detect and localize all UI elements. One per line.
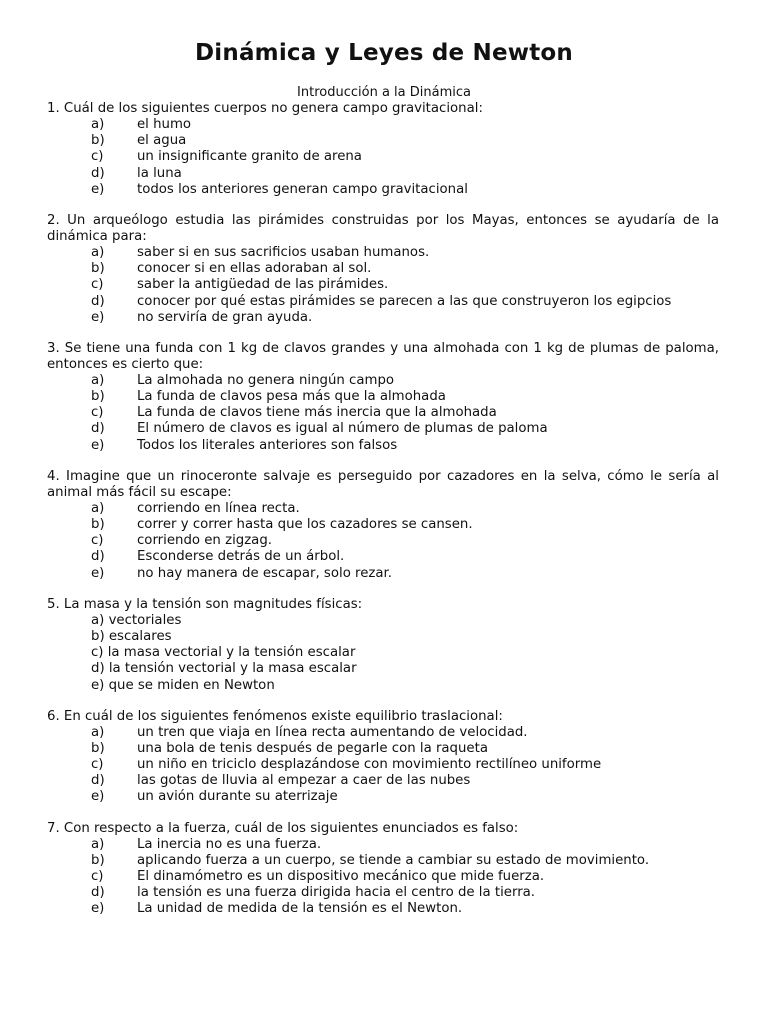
option-text: un insignificante granito de arena [137, 149, 362, 165]
option-text: La funda de clavos pesa más que la almohada [137, 389, 446, 405]
option-letter: d) [91, 165, 105, 181]
option-letter: d) [91, 773, 105, 789]
option-letter: d) [91, 293, 105, 309]
option-text: a) vectoriales [91, 612, 182, 628]
question-text: 1. Cuál de los siguientes cuerpos no genera campo gravitacional: [47, 101, 483, 116]
answer-option [47, 853, 719, 869]
option-letter: a) [91, 117, 105, 132]
answer-option [47, 629, 719, 645]
option-text: Esconderse detrás de un árbol. [137, 549, 345, 565]
option-letter: a) [91, 500, 105, 516]
question-text: 4. Imagine que un rinoceronte salvaje es perseguido por cazadores en la selva, cómo le sería al animal más fácil su escape: [47, 468, 719, 500]
question-6 [47, 709, 719, 806]
option-list [47, 117, 719, 198]
option-letter: c) [91, 757, 104, 773]
question-text: 7. Con respecto a la fuerza, cuál de los siguientes enunciados es falso: [47, 820, 519, 836]
answer-option [47, 166, 719, 182]
answer-option [47, 661, 719, 677]
option-list [47, 837, 719, 918]
page-title: Dinámica y Leyes de Newton [195, 40, 573, 66]
option-letter: b) [91, 517, 105, 532]
option-text: La almohada no genera ningún campo [137, 372, 395, 388]
option-text: La inercia no es una fuerza. [137, 836, 322, 852]
option-letter: b) [91, 852, 105, 868]
answer-option [47, 566, 719, 582]
answer-option [47, 741, 719, 757]
answer-option [47, 837, 719, 853]
option-text: corriendo en zigzag. [137, 533, 272, 549]
question-1 [47, 101, 719, 198]
option-text: un tren que viaja en línea recta aumentando de velocidad. [137, 724, 528, 740]
option-text: Todos los literales anteriores son falsos [137, 437, 398, 453]
option-text: conocer por qué estas pirámides se parecen a las que construyeron los egipcios [137, 293, 672, 309]
answer-option [47, 373, 719, 389]
answer-option [47, 789, 719, 805]
question-5 [47, 597, 719, 694]
option-letter: c) [91, 405, 104, 421]
option-letter: c) [91, 149, 104, 165]
option-letter: e) [91, 789, 105, 805]
page-subtitle: Introducción a la Dinámica [297, 85, 471, 100]
option-list [47, 373, 719, 454]
option-text: el humo [137, 117, 192, 132]
answer-option [47, 294, 719, 310]
answer-option [47, 261, 719, 277]
question-text: 5. La masa y la tensión son magnitudes físicas: [47, 596, 363, 612]
answer-option [47, 133, 719, 149]
question-list [47, 101, 719, 933]
option-list [47, 613, 719, 694]
option-text: c) la masa vectorial y la tensión escalar [91, 645, 356, 661]
answer-option [47, 869, 719, 885]
answer-option [47, 517, 719, 533]
option-text: no hay manera de escapar, solo rezar. [137, 565, 393, 581]
option-text: El número de clavos es igual al número de plumas de paloma [137, 421, 548, 437]
question-text: 6. En cuál de los siguientes fenómenos existe equilibrio traslacional: [47, 708, 503, 724]
option-letter: e) [91, 437, 105, 453]
option-text: una bola de tenis después de pegarle con la raqueta [137, 740, 488, 756]
answer-option [47, 389, 719, 405]
option-text: un niño en triciclo desplazándose con movimiento rectilíneo uniforme [137, 757, 602, 773]
option-letter: e) [91, 565, 105, 581]
option-letter: b) [91, 740, 105, 756]
option-text: corriendo en línea recta. [137, 500, 300, 516]
answer-option [47, 757, 719, 773]
answer-option [47, 310, 719, 326]
answer-option [47, 501, 719, 517]
option-letter: e) [91, 901, 105, 917]
option-letter: a) [91, 836, 105, 852]
answer-option [47, 613, 719, 629]
option-letter: b) [91, 261, 105, 277]
option-text: saber la antigüedad de las pirámides. [137, 277, 389, 293]
option-letter: b) [91, 133, 105, 149]
option-letter: c) [91, 277, 104, 293]
option-text: la tensión es una fuerza dirigida hacia el centro de la tierra. [137, 885, 536, 901]
answer-option [47, 901, 719, 917]
option-text: La unidad de medida de la tensión es el Newton. [137, 901, 463, 917]
option-text: las gotas de lluvia al empezar a caer de las nubes [137, 773, 471, 789]
option-letter: a) [91, 372, 105, 388]
question-7 [47, 821, 719, 918]
option-list [47, 245, 719, 326]
answer-option [47, 438, 719, 454]
question-4 [47, 469, 719, 582]
answer-option [47, 117, 719, 133]
question-text: 3. Se tiene una funda con 1 kg de clavos grandes y una almohada con 1 kg de plumas de paloma, entonces es cierto que: [47, 340, 719, 372]
option-text: la luna [137, 165, 182, 181]
question-3 [47, 341, 719, 454]
option-text: no serviría de gran ayuda. [137, 309, 313, 325]
option-letter: a) [91, 724, 105, 740]
option-text: d) la tensión vectorial y la masa escalar [91, 661, 357, 677]
answer-option [47, 182, 719, 198]
option-letter: b) [91, 389, 105, 405]
option-list [47, 501, 719, 582]
answer-option [47, 678, 719, 694]
answer-option [47, 405, 719, 421]
option-letter: e) [91, 181, 105, 197]
answer-option [47, 645, 719, 661]
answer-option [47, 773, 719, 789]
option-letter: d) [91, 421, 105, 437]
answer-option [47, 725, 719, 741]
option-text: El dinamómetro es un dispositivo mecánico que mide fuerza. [137, 869, 545, 884]
option-text: todos los anteriores generan campo gravitacional [137, 181, 468, 197]
answer-option [47, 277, 719, 293]
option-letter: e) [91, 309, 105, 325]
option-text: conocer si en ellas adoraban al sol. [137, 261, 372, 277]
option-text: un avión durante su aterrizaje [137, 789, 338, 805]
answer-option [47, 549, 719, 565]
option-letter: d) [91, 549, 105, 565]
option-letter: c) [91, 533, 104, 549]
answer-option [47, 245, 719, 261]
question-2 [47, 213, 719, 326]
option-text: e) que se miden en Newton [91, 677, 275, 693]
option-text: saber si en sus sacrificios usaban humanos. [137, 244, 430, 260]
answer-option [47, 885, 719, 901]
question-text: 2. Un arqueólogo estudia las pirámides construidas por los Mayas, entonces se ayudaría de la dinámica para: [47, 212, 719, 244]
answer-option [47, 533, 719, 549]
option-letter: a) [91, 244, 105, 260]
option-text: b) escalares [91, 628, 172, 644]
option-text: La funda de clavos tiene más inercia que la almohada [137, 405, 497, 421]
option-list [47, 725, 719, 806]
option-letter: d) [91, 885, 105, 901]
option-text: el agua [137, 133, 187, 149]
answer-option [47, 421, 719, 437]
option-text: correr y correr hasta que los cazadores se cansen. [137, 517, 473, 532]
answer-option [47, 149, 719, 165]
option-letter: c) [91, 869, 104, 884]
option-text: aplicando fuerza a un cuerpo, se tiende a cambiar su estado de movimiento. [137, 852, 650, 868]
